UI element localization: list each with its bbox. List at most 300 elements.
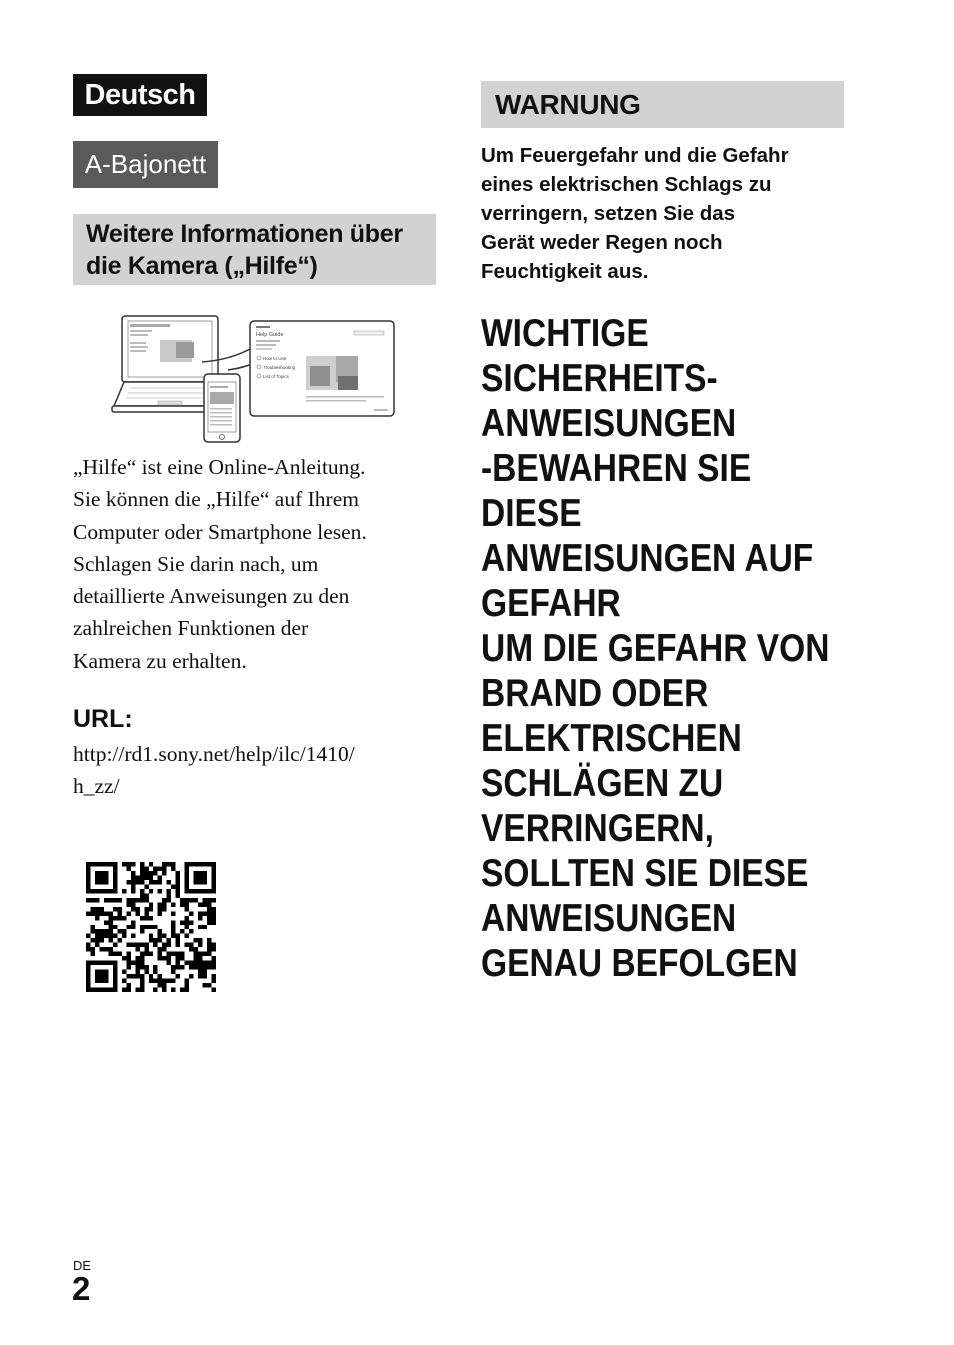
title-line: DIESE — [481, 492, 582, 535]
qr-module — [108, 898, 112, 902]
qr-module — [104, 947, 108, 951]
qr-module — [212, 907, 216, 911]
title-line: VERRINGERN, — [481, 807, 714, 850]
qr-module — [167, 952, 171, 956]
qr-module — [198, 938, 202, 942]
qr-module — [176, 884, 180, 888]
qr-module — [104, 875, 108, 879]
qr-module — [131, 889, 135, 893]
qr-module — [203, 970, 207, 974]
qr-module — [176, 974, 180, 978]
qr-module — [185, 916, 189, 920]
qr-module — [117, 907, 121, 911]
qr-module — [113, 979, 117, 983]
body-line: Kamera zu erhalten. — [73, 648, 247, 673]
qr-module — [135, 961, 139, 965]
qr-module — [95, 916, 99, 920]
qr-module — [185, 898, 189, 902]
warning-heading-text: WARNUNG — [495, 89, 641, 120]
qr-module — [212, 961, 216, 965]
qr-module — [153, 925, 157, 929]
qr-module — [140, 961, 144, 965]
body-line: Computer oder Smartphone lesen. — [73, 519, 367, 544]
qr-module — [126, 911, 130, 915]
qr-module — [113, 866, 117, 870]
qr-module — [149, 974, 153, 978]
qr-module — [167, 880, 171, 884]
qr-module — [194, 862, 198, 866]
qr-module — [140, 875, 144, 879]
qr-module — [90, 952, 94, 956]
qr-module — [198, 943, 202, 947]
qr-module — [86, 947, 90, 951]
qr-module — [122, 956, 126, 960]
qr-module — [167, 893, 171, 897]
qr-module — [122, 988, 126, 992]
qr-module — [104, 988, 108, 992]
qr-module — [131, 871, 135, 875]
qr-module — [207, 920, 211, 924]
qr-module — [158, 889, 162, 893]
qr-module — [113, 907, 117, 911]
qr-module — [185, 961, 189, 965]
qr-module — [185, 889, 189, 893]
qr-module — [117, 929, 121, 933]
qr-module — [212, 875, 216, 879]
qr-module — [158, 929, 162, 933]
qr-module — [86, 979, 90, 983]
qr-module — [212, 920, 216, 924]
qr-module — [113, 880, 117, 884]
qr-module — [95, 943, 99, 947]
qr-module — [194, 965, 198, 969]
qr-module — [212, 898, 216, 902]
qr-module — [86, 871, 90, 875]
qr-module — [113, 943, 117, 947]
qr-module — [167, 889, 171, 893]
qr-module — [104, 889, 108, 893]
qr-module — [140, 988, 144, 992]
qr-module — [180, 898, 184, 902]
qr-module — [122, 889, 126, 893]
qr-module — [189, 974, 193, 978]
qr-module — [95, 889, 99, 893]
qr-module — [167, 898, 171, 902]
qr-module — [144, 943, 148, 947]
qr-module — [198, 889, 202, 893]
qr-module — [198, 871, 202, 875]
qr-module — [90, 889, 94, 893]
qr-module — [108, 920, 112, 924]
qr-module — [212, 862, 216, 866]
qr-module — [149, 880, 153, 884]
qr-module — [140, 929, 144, 933]
qr-module — [140, 974, 144, 978]
qr-module — [212, 866, 216, 870]
qr-module — [86, 961, 90, 965]
qr-module — [99, 911, 103, 915]
qr-module — [117, 911, 121, 915]
qr-module — [90, 862, 94, 866]
qr-module — [95, 988, 99, 992]
qr-module — [86, 943, 90, 947]
qr-module — [167, 979, 171, 983]
qr-module — [176, 943, 180, 947]
qr-module — [171, 862, 175, 866]
qr-module — [140, 889, 144, 893]
qr-module — [113, 983, 117, 987]
qr-module — [113, 961, 117, 965]
qr-module — [113, 952, 117, 956]
qr-module — [99, 929, 103, 933]
qr-module — [99, 988, 103, 992]
qr-module — [149, 907, 153, 911]
qr-module — [162, 871, 166, 875]
qr-module — [207, 983, 211, 987]
qr-module — [212, 988, 216, 992]
qr-module — [149, 871, 153, 875]
qr-module — [113, 965, 117, 969]
qr-module — [171, 988, 175, 992]
qr-module — [140, 983, 144, 987]
qr-module — [158, 947, 162, 951]
qr-module — [162, 956, 166, 960]
qr-module — [153, 880, 157, 884]
qr-module — [86, 862, 90, 866]
qr-module — [158, 983, 162, 987]
qr-module — [135, 898, 139, 902]
qr-module — [153, 866, 157, 870]
title-line: SCHLÄGEN ZU — [481, 762, 724, 805]
qr-module — [189, 862, 193, 866]
title-line: -BEWAHREN SIE — [481, 447, 752, 490]
qr-module — [104, 911, 108, 915]
qr-module — [144, 875, 148, 879]
qr-module — [113, 988, 117, 992]
qr-module — [140, 893, 144, 897]
qr-module — [212, 884, 216, 888]
qr-module — [185, 943, 189, 947]
qr-module — [95, 862, 99, 866]
qr-module — [162, 979, 166, 983]
help-guide-heading — [73, 214, 436, 285]
qr-module — [113, 862, 117, 866]
qr-module — [95, 875, 99, 879]
qr-module — [158, 902, 162, 906]
title-line: SOLLTEN SIE DIESE — [481, 852, 809, 895]
qr-module — [194, 871, 198, 875]
qr-module — [198, 970, 202, 974]
qr-module — [185, 920, 189, 924]
qr-module — [203, 880, 207, 884]
qr-module — [104, 920, 108, 924]
qr-module — [113, 974, 117, 978]
qr-module — [162, 943, 166, 947]
qr-module — [104, 974, 108, 978]
qr-module — [86, 988, 90, 992]
qr-module — [131, 934, 135, 938]
qr-module — [113, 884, 117, 888]
qr-module — [198, 862, 202, 866]
qr-module — [140, 880, 144, 884]
qr-module — [140, 943, 144, 947]
qr-module — [113, 898, 117, 902]
title-line: SICHERHEITS- — [481, 357, 718, 400]
qr-module — [131, 974, 135, 978]
qr-module — [135, 911, 139, 915]
qr-module — [131, 875, 135, 879]
qr-module — [176, 934, 180, 938]
qr-module — [185, 880, 189, 884]
qr-module — [86, 884, 90, 888]
qr-module — [194, 880, 198, 884]
qr-module — [113, 970, 117, 974]
qr-module — [198, 961, 202, 965]
qr-module — [180, 920, 184, 924]
qr-module — [212, 979, 216, 983]
page-number: 2 — [72, 1270, 91, 1307]
url-label: URL: — [73, 705, 133, 733]
qr-module — [180, 929, 184, 933]
qr-module — [212, 965, 216, 969]
qr-module — [153, 938, 157, 942]
qr-module — [194, 938, 198, 942]
qr-module — [144, 965, 148, 969]
qr-module — [198, 880, 202, 884]
qr-module — [171, 979, 175, 983]
qr-module — [135, 943, 139, 947]
qr-module — [149, 875, 153, 879]
qr-module — [117, 916, 121, 920]
qr-module — [198, 965, 202, 969]
qr-module — [108, 961, 112, 965]
qr-module — [153, 970, 157, 974]
qr-module — [185, 925, 189, 929]
qr-module — [176, 952, 180, 956]
qr-module — [144, 907, 148, 911]
qr-module — [131, 884, 135, 888]
qr-module — [203, 961, 207, 965]
qr-module — [117, 952, 121, 956]
help-guide-url[interactable] — [73, 738, 423, 802]
qr-module — [203, 983, 207, 987]
qr-module — [153, 988, 157, 992]
qr-module — [171, 902, 175, 906]
qr-module — [207, 938, 211, 942]
qr-module — [194, 898, 198, 902]
qr-module — [207, 911, 211, 915]
qr-module — [203, 952, 207, 956]
warning-text — [481, 141, 851, 286]
qr-module — [86, 934, 90, 938]
qr-module — [212, 943, 216, 947]
qr-module — [212, 916, 216, 920]
qr-module — [144, 893, 148, 897]
qr-module — [185, 983, 189, 987]
qr-module — [153, 943, 157, 947]
qr-module — [198, 952, 202, 956]
warning-line: Gerät weder Regen noch — [481, 231, 723, 254]
title-line: GENAU BEFOLGEN — [481, 942, 798, 985]
qr-module — [140, 965, 144, 969]
qr-module — [176, 938, 180, 942]
qr-module — [162, 988, 166, 992]
qr-module — [171, 884, 175, 888]
qr-module — [90, 907, 94, 911]
qr-module — [176, 889, 180, 893]
qr-module — [90, 925, 94, 929]
qr-module — [162, 866, 166, 870]
qr-module — [171, 920, 175, 924]
qr-module — [144, 952, 148, 956]
qr-module — [189, 965, 193, 969]
qr-module — [140, 956, 144, 960]
qr-module — [198, 974, 202, 978]
qr-module — [135, 875, 139, 879]
qr-module — [104, 929, 108, 933]
body-line: zahlreichen Funktionen der — [73, 616, 309, 641]
qr-module — [198, 916, 202, 920]
warning-line: verringern, setzen Sie das — [481, 202, 736, 225]
qr-module — [135, 988, 139, 992]
qr-module — [176, 893, 180, 897]
qr-module — [203, 862, 207, 866]
qr-module — [189, 961, 193, 965]
qr-module — [212, 956, 216, 960]
qr-module — [140, 871, 144, 875]
body-line: „Hilfe“ ist eine Online-Anleitung. — [73, 455, 366, 479]
qr-module — [99, 880, 103, 884]
qr-module — [104, 880, 108, 884]
qr-module — [194, 889, 198, 893]
qr-module — [158, 956, 162, 960]
qr-module — [185, 902, 189, 906]
qr-module — [171, 970, 175, 974]
qr-module — [126, 902, 130, 906]
qr-module — [135, 947, 139, 951]
help-guide-illustration — [110, 312, 400, 446]
qr-module — [135, 907, 139, 911]
qr-module — [126, 952, 130, 956]
qr-module — [86, 898, 90, 902]
qr-module — [198, 911, 202, 915]
qr-module — [212, 889, 216, 893]
qr-module — [140, 866, 144, 870]
qr-module — [212, 871, 216, 875]
qr-module — [126, 862, 130, 866]
qr-module — [90, 988, 94, 992]
safety-instructions-title — [481, 311, 830, 986]
qr-module — [126, 988, 130, 992]
qr-module — [99, 934, 103, 938]
qr-module — [189, 898, 193, 902]
qr-module — [162, 907, 166, 911]
title-line: ANWEISUNGEN — [481, 897, 737, 940]
qr-module — [86, 875, 90, 879]
body-line: Schlagen Sie darin nach, um — [73, 551, 319, 576]
qr-module — [162, 862, 166, 866]
qr-module — [194, 947, 198, 951]
qr-module — [95, 911, 99, 915]
qr-module — [158, 911, 162, 915]
qr-module — [144, 947, 148, 951]
qr-module — [99, 889, 103, 893]
help-guide-heading-line2: die Kamera („Hilfe“) — [86, 252, 318, 280]
qr-module — [207, 943, 211, 947]
qr-module — [171, 952, 175, 956]
qr-module — [162, 898, 166, 902]
qr-module — [203, 925, 207, 929]
qr-module — [126, 943, 130, 947]
qr-module — [108, 889, 112, 893]
qr-module — [122, 916, 126, 920]
qr-module — [104, 871, 108, 875]
qr-module — [108, 911, 112, 915]
qr-module — [162, 934, 166, 938]
qr-module — [198, 902, 202, 906]
qr-module — [207, 947, 211, 951]
qr-module — [162, 983, 166, 987]
qr-module — [95, 880, 99, 884]
qr-module — [122, 862, 126, 866]
qr-module — [185, 907, 189, 911]
title-line: ANWEISUNGEN — [481, 402, 737, 445]
qr-module — [144, 925, 148, 929]
qr-module — [104, 970, 108, 974]
qr-module — [189, 947, 193, 951]
qr-module — [140, 979, 144, 983]
help-menu-how-to-use: How to Use — [263, 356, 287, 361]
qr-module — [86, 866, 90, 870]
qr-module — [176, 956, 180, 960]
qr-module — [90, 911, 94, 915]
title-line: WICHTIGE — [481, 312, 649, 355]
qr-module — [95, 898, 99, 902]
qr-module — [99, 979, 103, 983]
qr-module — [135, 970, 139, 974]
qr-module — [203, 911, 207, 915]
qr-module — [189, 929, 193, 933]
language-tab-deutsch — [73, 74, 207, 116]
qr-module — [99, 947, 103, 951]
qr-module — [126, 961, 130, 965]
qr-module — [144, 970, 148, 974]
qr-module — [95, 970, 99, 974]
qr-module — [153, 979, 157, 983]
qr-module — [95, 961, 99, 965]
qr-module — [189, 889, 193, 893]
qr-module — [207, 862, 211, 866]
qr-module — [108, 947, 112, 951]
help-guide-screen — [250, 321, 394, 416]
qr-module — [113, 925, 117, 929]
qr-module — [95, 934, 99, 938]
qr-module — [104, 862, 108, 866]
qr-module — [122, 929, 126, 933]
qr-module — [126, 925, 130, 929]
warning-line: eines elektrischen Schlags zu — [481, 173, 772, 196]
qr-module — [198, 925, 202, 929]
qr-module — [185, 871, 189, 875]
qr-module — [135, 956, 139, 960]
qr-module — [95, 974, 99, 978]
qr-module — [171, 925, 175, 929]
qr-module — [207, 889, 211, 893]
qr-module — [149, 952, 153, 956]
footer-language-code: DE — [73, 1258, 92, 1273]
qr-module — [180, 902, 184, 906]
qr-module — [90, 961, 94, 965]
